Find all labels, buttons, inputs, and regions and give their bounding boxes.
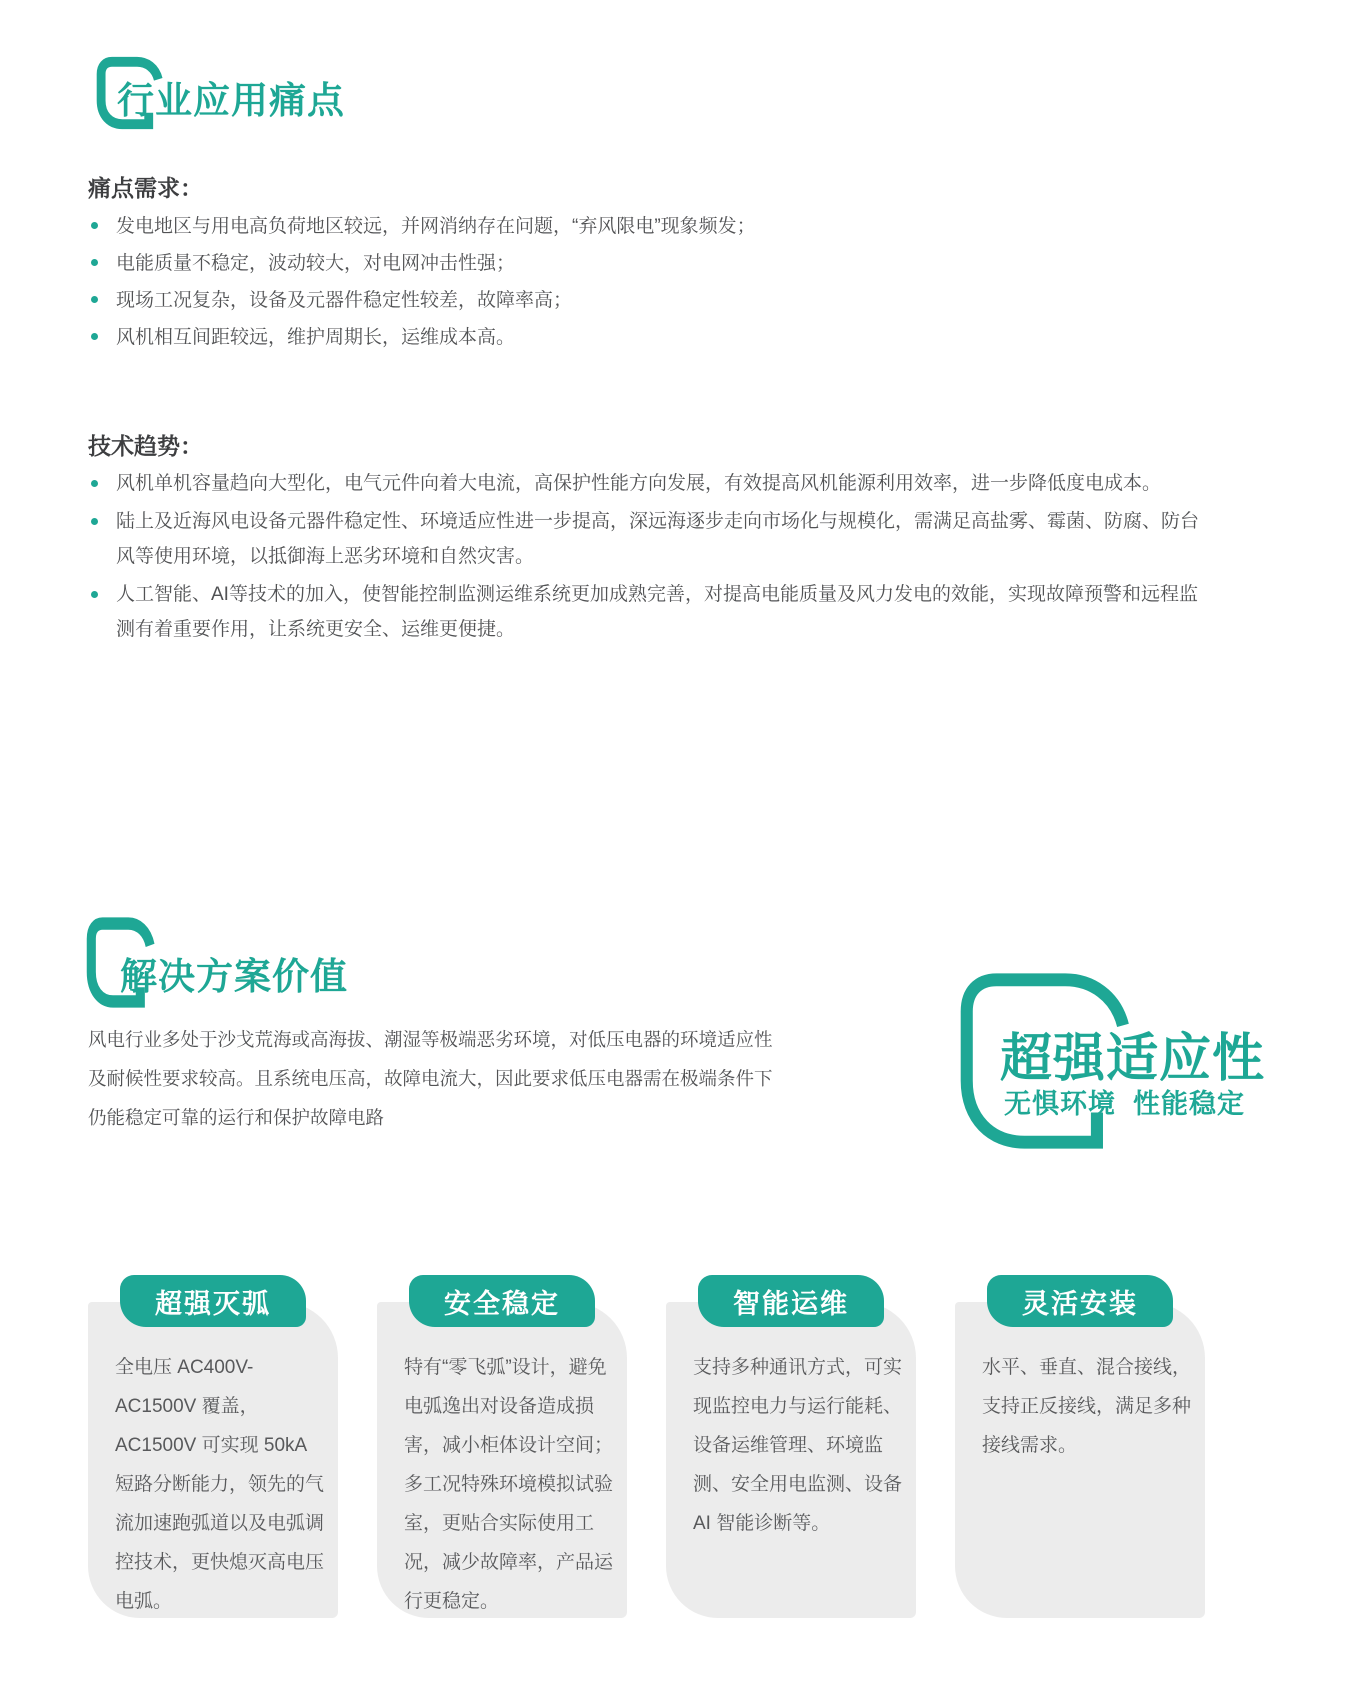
feature-card [88, 1275, 338, 1620]
card-body-text: 支持多种通讯方式，可实现监控电力与运行能耗、设备运维管理、环境监测、安全用电监测、设备 AI 智能诊断等。 [666, 1302, 916, 1618]
bullet-icon [91, 296, 98, 303]
bullet-icon [91, 259, 98, 266]
list-item [88, 319, 1238, 356]
item-text: 陆上及近海风电设备元器件稳定性、环境适应性进一步提高，深远海逐步走向市场化与规模化，需满足高盐雾、霉菌、防腐、防台风等使用环境，以抵御海上恶劣环境和自然灾害。 [116, 511, 1200, 567]
list-item [88, 466, 1213, 501]
pain-needs-list [88, 208, 1238, 356]
card-body-text: 全电压 AC400V-AC1500V 覆盖，AC1500V 可实现 50kA 短路分断能力，领先的气流加速跑弧道以及电弧调控技术，更快熄灭高电压电弧。 [88, 1302, 338, 1618]
bullet-icon [91, 591, 98, 598]
feature-card [955, 1275, 1205, 1620]
card-title-badge: 灵活安装 [987, 1275, 1173, 1327]
item-text: 风机单机容量趋向大型化，电气元件向着大电流，高保护性能方向发展，有效提高风机能源利用效率，进一步降低度电成本。 [116, 473, 1162, 494]
feature-card [666, 1275, 916, 1620]
list-item [88, 577, 1213, 647]
bullet-icon [91, 480, 98, 487]
item-text: 电能质量不稳定，波动较大，对电网冲击性强； [116, 253, 516, 274]
feature-title: 超强适应性 [1000, 1030, 1266, 1088]
item-text: 发电地区与用电高负荷地区较远，并网消纳存在问题，“弃风限电”现象频发； [116, 216, 756, 237]
pain-needs-label: 痛点需求： [88, 175, 203, 201]
feature-cards [88, 1275, 1258, 1620]
list-item [88, 245, 1238, 282]
list-item [88, 208, 1238, 245]
bullet-icon [91, 222, 98, 229]
card-title-badge: 智能运维 [698, 1275, 884, 1327]
tech-trends-label: 技术趋势： [88, 433, 203, 459]
feature-card [377, 1275, 627, 1620]
bullet-icon [91, 333, 98, 340]
bullet-icon [91, 518, 98, 525]
tech-trends-list [88, 466, 1213, 650]
section-title-pain: 行业应用痛点 [117, 80, 345, 121]
item-text: 人工智能、AI等技术的加入，使智能控制监测运维系统更加成熟完善，对提高电能质量及风力发电的效能，实现故障预警和远程监测有着重要作用，让系统更安全、运维更便捷。 [116, 584, 1198, 640]
feature-subtitle: 无惧环境 性能稳定 [1004, 1089, 1246, 1119]
card-title-badge: 安全稳定 [409, 1275, 595, 1327]
section-title-value: 解决方案价值 [120, 956, 348, 997]
card-title-badge: 超强灭弧 [120, 1275, 306, 1327]
item-text: 风机相互间距较远，维护周期长，运维成本高。 [116, 327, 516, 348]
card-body-text: 特有“零飞弧”设计，避免电弧逸出对设备造成损害，减小柜体设计空间；多工况特殊环境模拟试验室，更贴合实际使用工况，减少故障率，产品运行更稳定。 [377, 1302, 627, 1618]
list-item [88, 504, 1213, 574]
solution-paragraph: 风电行业多处于沙戈荒海或高海拔、潮湿等极端恶劣环境，对低压电器的环境适应性及耐候性要求较高。且系统电压高，故障电流大，因此要求低压电器需在极端条件下仍能稳定可靠的运行和保护故障电路 [88, 1029, 773, 1128]
item-text: 现场工况复杂，设备及元器件稳定性较差，故障率高； [116, 290, 573, 311]
list-item [88, 282, 1238, 319]
card-body-text: 水平、垂直、混合接线，支持正反接线，满足多种接线需求。 [955, 1302, 1205, 1618]
